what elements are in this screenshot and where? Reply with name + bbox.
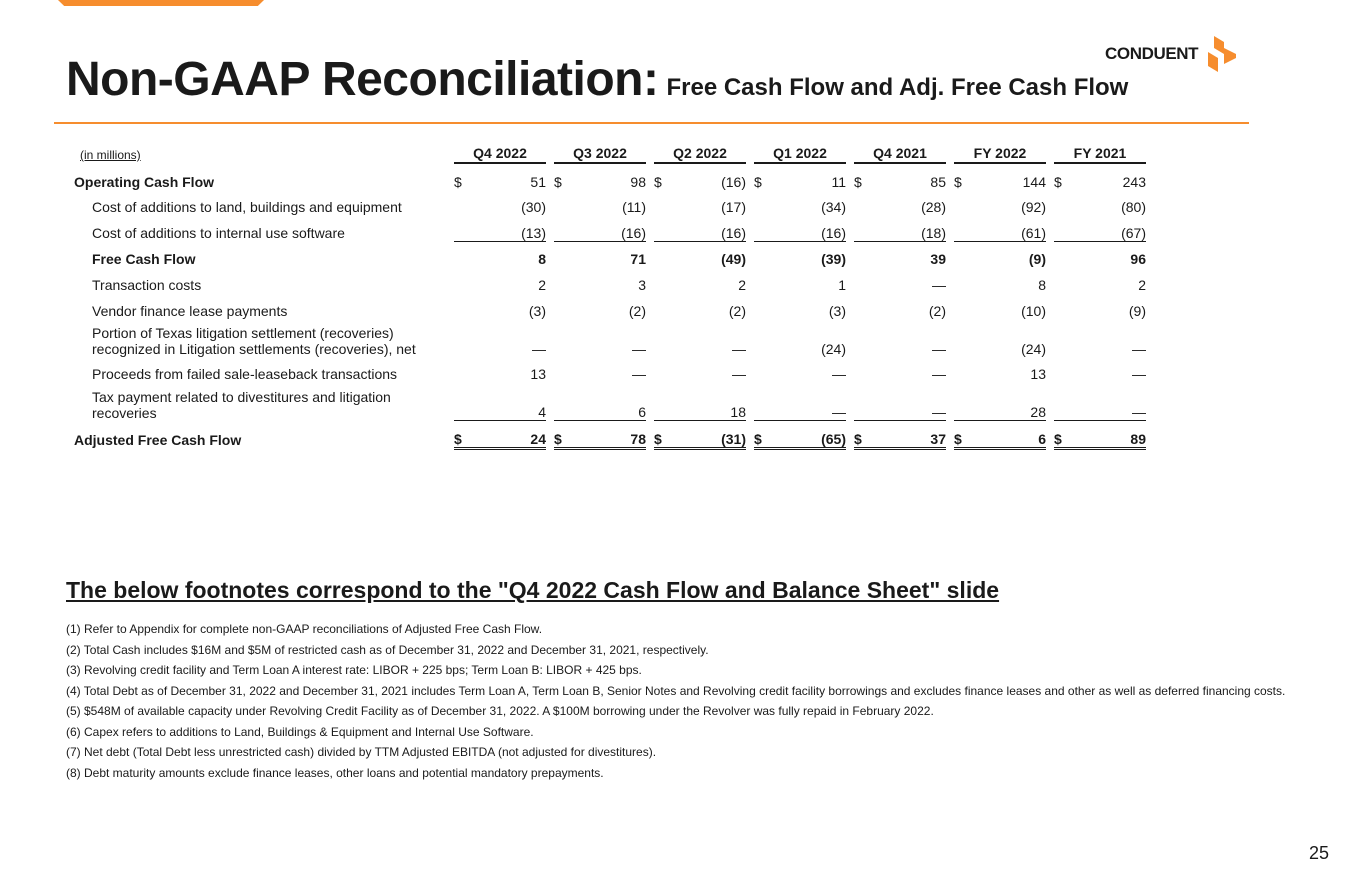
table-cell: 6 [580,382,646,421]
table-cell: (2) [928,302,946,319]
column-header: Q1 2022 [754,145,846,163]
table-cell: (49) [721,251,746,268]
footnote: (6) Capex refers to additions to Land, Buildings & Equipment and Internal Use Software. [66,724,534,739]
column-header: Q4 2021 [854,145,946,163]
table-cell: (16) [680,215,746,241]
column-header: FY 2021 [1054,145,1146,163]
table-cell: — [1132,366,1146,383]
table-cell: — [832,366,846,383]
table-cell: — [632,340,646,357]
table-cell: (11) [622,199,646,216]
table-row [74,293,1146,319]
table-cell: (31) [680,421,746,449]
row-label: Cost of additions to land, buildings and equipment [92,199,402,216]
table-cell: — [932,340,946,357]
table-cell: (61) [980,215,1046,241]
footnote: (7) Net debt (Total Debt less unrestricted cash) divided by TTM Adjusted EBITDA (not adjusted for divestitures). [66,745,657,759]
row-label-line: Portion of Texas litigation settlement (recoveries) [92,324,394,341]
table-cell: — [732,340,746,357]
table-cell: 11 [831,173,846,190]
currency-symbol: $ [654,173,662,190]
currency-symbol: $ [854,421,880,449]
table-cell: (2) [628,302,646,319]
title-main: Non-GAAP Reconciliation: [66,53,659,106]
row-label: Operating Cash Flow [74,173,215,190]
row-label: Vendor finance lease payments [92,302,288,319]
table-cell: (10) [1021,302,1046,319]
currency-symbol: $ [854,173,862,190]
table-cell: 78 [580,421,646,449]
currency-symbol: $ [454,421,480,449]
page-title [66,52,1128,107]
table-cell: (3) [528,302,546,319]
currency-symbol: $ [954,173,962,190]
table-row [74,215,1146,241]
column-header: FY 2022 [954,145,1046,163]
table-cell: — [1080,382,1146,421]
table-cell: (92) [1021,199,1046,216]
fcf-reconciliation-table [74,145,1146,450]
row-label: Free Cash Flow [92,251,196,268]
table-cell: 85 [930,173,946,190]
table-cell: 18 [680,382,746,421]
row-label: Transaction costs [92,276,202,293]
table-header-row [74,145,1146,163]
currency-symbol: $ [754,173,762,190]
table-cell: 96 [1130,251,1146,268]
logo-wordmark: CONDUENT [1105,44,1199,63]
table-cell: (80) [1121,199,1146,216]
title-subtitle: Free Cash Flow and Adj. Free Cash Flow [666,74,1129,101]
table-row [74,163,1146,190]
row-label [74,382,454,421]
table-row [74,190,1146,216]
table-cell: (24) [821,340,846,357]
table-cell: 6 [980,421,1046,449]
table-cell: 51 [530,173,546,190]
table-cell: 89 [1080,421,1146,449]
row-label: Adjusted Free Cash Flow [74,432,242,449]
table-cell: — [732,366,746,383]
table-row [74,319,1146,357]
table-cell: — [932,366,946,383]
table-cell: 3 [638,276,646,293]
footnotes-list [66,622,1306,786]
currency-symbol: $ [554,421,580,449]
table-cell: (16) [721,173,746,190]
table-cell: 13 [1030,366,1046,383]
currency-symbol: $ [754,421,780,449]
table-cell: (65) [780,421,846,449]
row-label-line: recognized in Litigation settlements (recoveries), net [92,340,416,357]
table-cell: — [632,366,646,383]
table-cell: — [780,382,846,421]
table-cell: (2) [728,302,746,319]
table-cell: 243 [1122,173,1146,190]
table-cell: (18) [880,215,946,241]
table-cell: (34) [821,199,846,216]
column-header: Q4 2022 [454,145,546,163]
table-cell: 2 [738,276,746,293]
currency-symbol: $ [554,173,562,190]
table-cell: — [932,276,946,293]
row-label: Proceeds from failed sale-leaseback transactions [92,366,398,383]
table-row [74,382,1146,421]
table-row [74,357,1146,383]
column-header: Q2 2022 [654,145,746,163]
table-cell: (28) [921,199,946,216]
currency-symbol: $ [454,173,462,190]
table-cell: (9) [1128,302,1146,319]
table-cell: — [880,382,946,421]
table-cell: 71 [630,251,646,268]
conduent-mark-icon [1202,34,1242,74]
table-cell: (3) [828,302,846,319]
table-cell: (67) [1080,215,1146,241]
table-cell: 1 [838,276,846,293]
table-cell: 8 [1038,276,1046,293]
footnote: (4) Total Debt as of December 31, 2022 and December 31, 2021 includes Term Loan A, Term Loan B, Senior Notes and Revolving credit facility borrowings and excludes finance leases and other as well as deferred financing costs. [66,683,1286,698]
currency-symbol: $ [1054,421,1080,449]
table-cell: 98 [630,173,646,190]
table-cell: (9) [1028,251,1046,268]
table-cell: 28 [980,382,1046,421]
table-cell: (13) [480,215,546,241]
table-cell: 13 [530,366,546,383]
footnotes-heading: The below footnotes correspond to the "Q4 2022 Cash Flow and Balance Sheet" slide [66,577,1000,603]
footnote: (3) Revolving credit facility and Term Loan A interest rate: LIBOR + 225 bps; Term Loan B: LIBOR + 425 bps. [66,663,642,677]
top-accent-bar [58,0,264,6]
table-cell: (30) [521,199,546,216]
table-row [74,241,1146,267]
footnote: (5) $548M of available capacity under Revolving Credit Facility as of December 31, 2022. A $100M borrowing under the Revolver was fully repaid in February 2022. [66,704,934,718]
table-cell: (16) [580,215,646,241]
table-cell: — [532,340,546,357]
column-header: Q3 2022 [554,145,646,163]
title-divider [54,122,1249,124]
table-cell: 2 [538,276,546,293]
table-cell: (39) [821,251,846,268]
row-label-line: Tax payment related to divestitures and litigation [92,388,391,405]
table-cell: 2 [1138,276,1146,293]
table-cell: (16) [780,215,846,241]
table-cell: — [1132,340,1146,357]
row-label: Cost of additions to internal use software [92,225,345,242]
page-number: 25 [1309,843,1330,863]
currency-symbol: $ [954,421,980,449]
table-cell: 144 [1022,173,1046,190]
table-cell: 24 [480,421,546,449]
table-cell: 37 [880,421,946,449]
row-label [74,319,454,357]
unit-label: (in millions) [80,148,141,162]
table-cell: 4 [480,382,546,421]
table-row-total [74,421,1146,449]
footnote: (1) Refer to Appendix for complete non-GAAP reconciliations of Adjusted Free Cash Flow. [66,622,543,636]
table-cell: 39 [930,251,946,268]
footnote: (8) Debt maturity amounts exclude finance leases, other loans and potential mandatory prepayments. [66,765,604,780]
footnote: (2) Total Cash includes $16M and $5M of restricted cash as of December 31, 2022 and December 31, 2021, respectively. [66,642,709,657]
row-label-line: recoveries [92,404,157,421]
currency-symbol: $ [1054,173,1062,190]
table-row [74,267,1146,293]
table-cell: 8 [538,251,546,268]
currency-symbol: $ [654,421,680,449]
table-cell: (17) [721,199,746,216]
table-cell: (24) [1021,340,1046,357]
